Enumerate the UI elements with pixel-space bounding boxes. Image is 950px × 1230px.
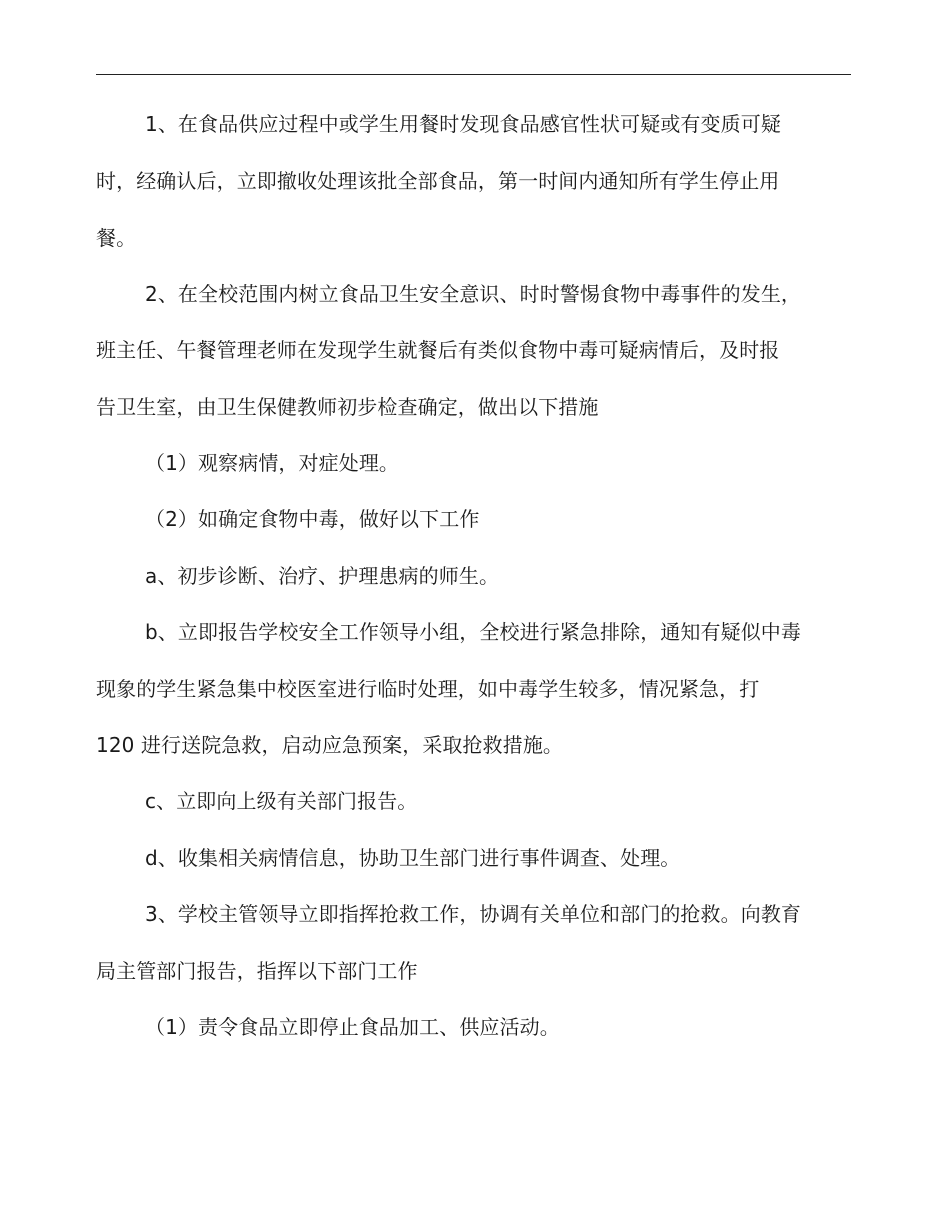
- list-item-b-line-2: 现象的学生紧急集中校医室进行临时处理，如中毒学生较多，情况紧急，打: [96, 677, 760, 701]
- paragraph-1-line-1: 1、在食品供应过程中或学生用餐时发现食品感官性状可疑或有变质可疑: [145, 112, 781, 136]
- list-item-b-line-1: b、立即报告学校安全工作领导小组，全校进行紧急排除，通知有疑似中毒: [145, 620, 801, 644]
- paragraph-3-line-1: 3、学校主管领导立即指挥抢救工作，协调有关单位和部门的抢救。向教育: [145, 902, 802, 926]
- list-item-b-line-3: 120 进行送院急救，启动应急预案，采取抢救措施。: [96, 733, 564, 757]
- paragraph-2-line-3: 告卫生室，由卫生保健教师初步检查确定，做出以下措施: [96, 395, 599, 419]
- header-rule: [96, 74, 851, 75]
- paragraph-3-line-2: 局主管部门报告，指挥以下部门工作: [96, 959, 418, 983]
- list-item-stop-supply: （1）责令食品立即停止食品加工、供应活动。: [145, 1015, 560, 1039]
- list-item-a: a、初步诊断、治疗、护理患病的师生。: [145, 564, 500, 588]
- paragraph-2-line-1: 2、在全校范围内树立食品卫生安全意识、时时警惕食物中毒事件的发生，: [145, 282, 802, 306]
- paragraph-2-line-2: 班主任、午餐管理老师在发现学生就餐后有类似食物中毒可疑病情后，及时报: [96, 338, 780, 362]
- list-item-observe: （1）观察病情，对症处理。: [145, 451, 400, 475]
- list-item-confirm-poisoning: （2）如确定食物中毒，做好以下工作: [145, 507, 480, 531]
- list-item-c: c、立即向上级有关部门报告。: [145, 789, 418, 813]
- list-item-d: d、收集相关病情信息，协助卫生部门进行事件调查、处理。: [145, 846, 681, 870]
- paragraph-1-line-2: 时，经确认后，立即撤收处理该批全部食品，第一时间内通知所有学生停止用: [96, 169, 780, 193]
- paragraph-1-line-3: 餐。: [96, 226, 137, 250]
